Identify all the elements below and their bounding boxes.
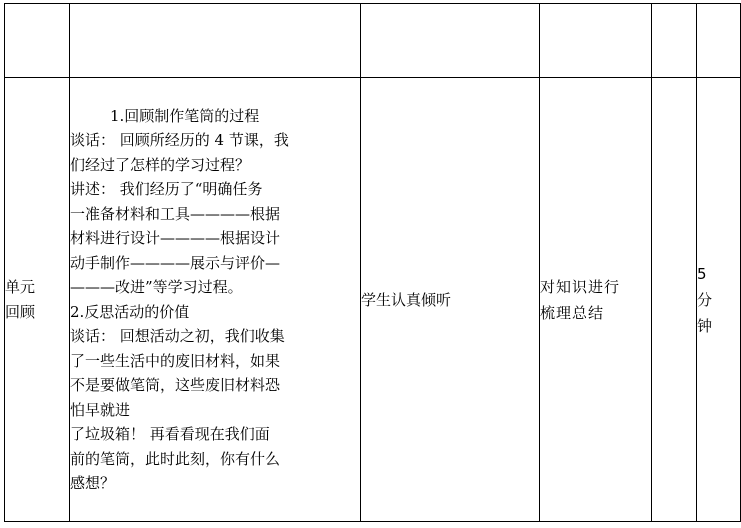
time-line: 钟: [697, 316, 713, 335]
content-line: 一准备材料和工具————根据: [70, 204, 281, 223]
content-line: 了垃圾箱！ 再看看现在我们面: [70, 425, 270, 443]
content-line: 谈话： 回想活动之初，我们收集: [70, 327, 285, 345]
blank-cell: [540, 4, 652, 78]
section-label-line: 回顾: [5, 302, 36, 321]
design-intent-line: 梳理总结: [540, 303, 605, 322]
student-activity-text: 学生认真倾听: [361, 291, 452, 309]
student-activity-cell: [361, 78, 540, 522]
lesson-plan-table: [4, 3, 741, 522]
content-line: 讲述： 我们经历了“明确任务: [70, 180, 263, 198]
blank-cell: [652, 4, 697, 78]
content-line: 不是要做笔筒，这些废旧材料恐: [70, 376, 281, 394]
content-line: ———改进”等学习过程。: [70, 278, 243, 296]
blank-cell: [652, 78, 697, 522]
design-intent-line: 对知识进行: [540, 277, 621, 296]
table-row-header-blank: [5, 4, 741, 78]
blank-cell: [361, 4, 540, 78]
blank-cell: [70, 4, 361, 78]
content-line: 前的笔筒，此时此刻，你有什么: [70, 449, 281, 468]
content-line: 了一些生活中的废旧材料，如果: [70, 351, 281, 370]
design-intent-cell: [540, 78, 652, 522]
content-line: 2.反思活动的价值: [70, 302, 190, 321]
blank-cell: [697, 4, 741, 78]
section-cell: [5, 78, 70, 522]
content-line: 动手制作————展示与评价—: [70, 253, 281, 272]
content-line: 们经过了怎样的学习过程？: [70, 155, 251, 174]
content-line: 怕早就进: [70, 400, 131, 419]
blank-cell: [5, 4, 70, 78]
content-line: 谈话： 回顾所经历的 4 节课，我: [70, 131, 289, 149]
content-line: 材料进行设计————根据设计: [70, 229, 281, 247]
time-line: 分: [697, 290, 713, 309]
content-line: 感想？: [70, 474, 116, 492]
teaching-content-cell: [70, 78, 361, 522]
time-cell: [697, 78, 741, 522]
time-line: 5: [697, 264, 707, 283]
table-row-unit-review: [5, 78, 741, 522]
content-line: 1.回顾制作笔筒的过程: [110, 106, 260, 125]
section-label-line: 单元: [5, 277, 36, 296]
